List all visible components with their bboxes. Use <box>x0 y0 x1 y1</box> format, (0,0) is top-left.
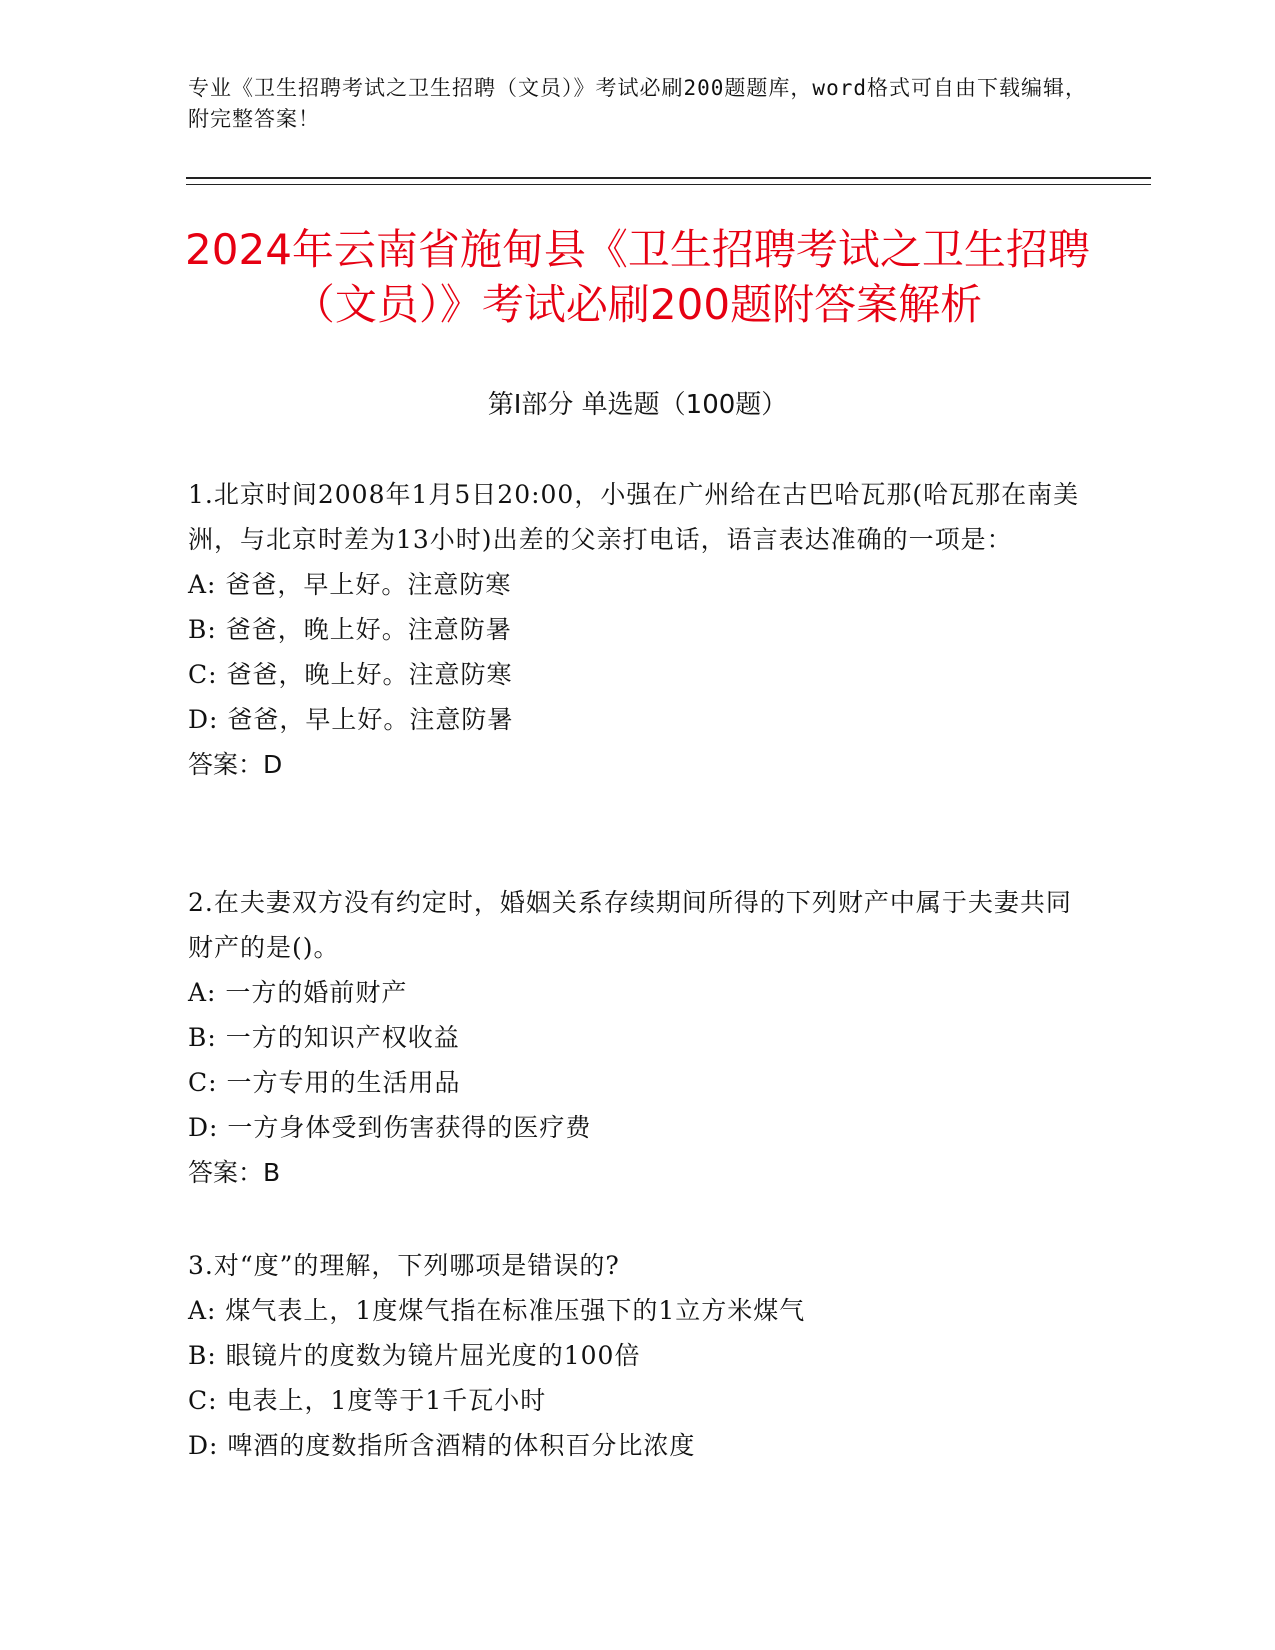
option-d: D: 一方身体受到伤害获得的医疗费 <box>188 1113 592 1142</box>
document-title: 2024年云南省施甸县《卫生招聘考试之卫生招聘（文员）》考试必刷200题附答案解析 <box>185 225 1090 329</box>
question-block <box>188 472 1088 787</box>
option-b: B: 眼镜片的度数为镜片屈光度的100倍 <box>188 1341 641 1370</box>
question-text: 2.在夫妻双方没有约定时，婚姻关系存续期间所得的下列财产中属于夫妻共同财产的是()。 <box>188 888 1072 962</box>
section-title: 第Ⅰ部分 单选题（100题） <box>487 390 788 420</box>
question-block <box>188 880 1088 1195</box>
option-c: C: 一方专用的生活用品 <box>188 1068 461 1097</box>
option-a: A: 一方的婚前财产 <box>188 978 408 1007</box>
header-note: 专业《卫生招聘考试之卫生招聘（文员）》考试必刷200题题库，word格式可自由下载编辑，附完整答案！ <box>188 76 1087 131</box>
answer-line: 答案：B <box>188 1158 281 1187</box>
option-b: B: 一方的知识产权收益 <box>188 1023 460 1052</box>
option-a: A: 煤气表上，1度煤气指在标准压强下的1立方米煤气 <box>188 1296 806 1325</box>
option-d: D: 爸爸，早上好。注意防暑 <box>188 705 514 734</box>
answer-line: 答案：D <box>188 750 283 779</box>
header-divider-thick <box>186 177 1151 179</box>
header-divider-thin <box>186 184 1151 185</box>
option-d: D: 啤酒的度数指所含酒精的体积百分比浓度 <box>188 1431 696 1460</box>
question-text: 3.对“度”的理解，下列哪项是错误的? <box>188 1251 620 1280</box>
option-b: B: 爸爸，晚上好。注意防暑 <box>188 615 512 644</box>
option-a: A: 爸爸，早上好。注意防寒 <box>188 570 512 599</box>
question-text: 1.北京时间2008年1月5日20:00，小强在广州给在古巴哈瓦那(哈瓦那在南美洲，与北京时差为13小时)出差的父亲打电话，语言表达准确的一项是： <box>188 480 1080 554</box>
option-c: C: 电表上，1度等于1千瓦小时 <box>188 1386 547 1415</box>
option-c: C: 爸爸，晚上好。注意防寒 <box>188 660 513 689</box>
question-block <box>188 1243 1088 1468</box>
